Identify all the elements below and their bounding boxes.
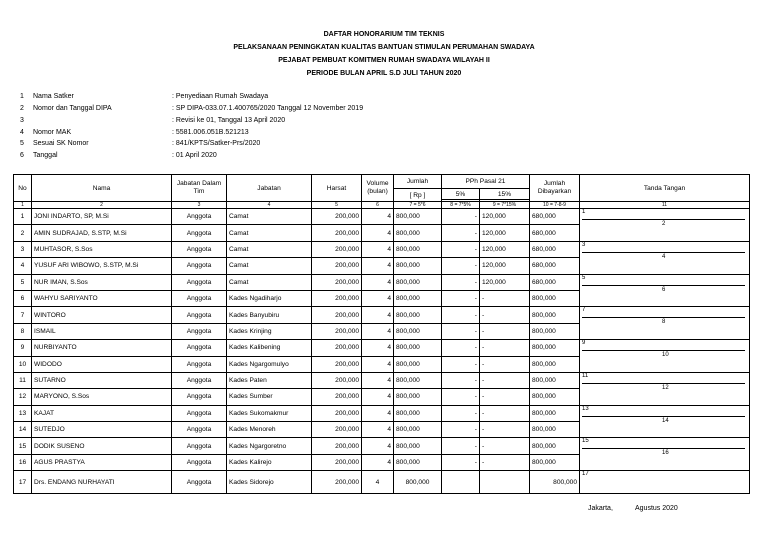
cell-no: 11 [14, 372, 32, 388]
cell-p5: - [442, 209, 480, 225]
cell-nama: DODIK SUSENO [32, 438, 172, 454]
cell-jabatan: Kades Banyubiru [227, 307, 312, 323]
signature-number: 7 [582, 307, 586, 314]
cell-tim: Anggota [172, 356, 227, 372]
cell-tim: Anggota [172, 340, 227, 356]
header-nama: Nama [32, 175, 172, 202]
cell-jabatan: Kades Menoreh [227, 422, 312, 438]
header-pph: PPh Pasal 21 [442, 175, 530, 189]
cell-harsat: 200,000 [312, 405, 362, 421]
signature-line [582, 448, 745, 449]
cell-p15: - [480, 454, 530, 470]
cell-jumlah: 800,000 [394, 471, 442, 494]
cell-vol: 4 [362, 438, 394, 454]
meta-label: Nama Satker [33, 93, 74, 100]
cell-jumlah: 800,000 [394, 307, 442, 323]
cell-p5: - [442, 454, 480, 470]
cell-no: 8 [14, 323, 32, 339]
honorarium-table [13, 174, 750, 494]
cell-jabatan: Kades Krinjing [227, 323, 312, 339]
cell-vol: 4 [362, 323, 394, 339]
table-row [14, 405, 750, 421]
cell-nama: AMIN SUDRAJAD, S.STP, M.Si [32, 225, 172, 241]
cell-jumlah: 800,000 [394, 356, 442, 372]
cell-jumlah: 800,000 [394, 225, 442, 241]
cell-p5: - [442, 438, 480, 454]
cell-nama: WINTORO [32, 307, 172, 323]
cell-nama: JONI INDARTO, SP, M.Si [32, 209, 172, 225]
cell-p15: - [480, 340, 530, 356]
cell-no: 7 [14, 307, 32, 323]
cell-nama: NUR IMAN, S.Sos [32, 274, 172, 290]
signature-cell[interactable] [580, 209, 750, 242]
cell-bayar: 680,000 [530, 241, 580, 257]
cell-harsat: 200,000 [312, 290, 362, 306]
cell-p5: - [442, 422, 480, 438]
signature-line [582, 350, 745, 351]
cell-jabatan: Kades Kalirejo [227, 454, 312, 470]
cell-tim: Anggota [172, 372, 227, 388]
signature-line [582, 252, 745, 253]
header-tanda-tangan: Tanda Tangan [580, 175, 750, 202]
footer-place: Jakarta, [588, 505, 613, 512]
column-number: 10 = 7-8-9 [530, 202, 580, 209]
cell-vol: 4 [362, 274, 394, 290]
cell-harsat: 200,000 [312, 323, 362, 339]
cell-no: 10 [14, 356, 32, 372]
cell-jumlah: 800,000 [394, 290, 442, 306]
signature-line [582, 317, 745, 318]
cell-nama: YUSUF ARI WIBOWO, S.STP, M.Si [32, 258, 172, 274]
meta-value: : SP DIPA-033.07.1.400765/2020 Tanggal 12 November 2019 [172, 105, 364, 112]
table-row [14, 438, 750, 454]
cell-nama: NURBIYANTO [32, 340, 172, 356]
signature-cell[interactable] [580, 274, 750, 307]
cell-tim: Anggota [172, 241, 227, 257]
signature-number: 9 [582, 340, 586, 347]
cell-no: 14 [14, 422, 32, 438]
table-row [14, 372, 750, 388]
cell-nama: Drs. ENDANG NURHAYATI [32, 471, 172, 494]
cell-vol: 4 [362, 258, 394, 274]
table-row [14, 307, 750, 323]
signature-number: 11 [582, 372, 589, 379]
cell-bayar: 800,000 [530, 356, 580, 372]
cell-bayar: 800,000 [530, 307, 580, 323]
cell-nama: MARYONO, S.Sos [32, 389, 172, 405]
header-jumlah: Jumlah [394, 175, 442, 189]
cell-p15: - [480, 307, 530, 323]
cell-no: 5 [14, 274, 32, 290]
cell-bayar: 800,000 [530, 340, 580, 356]
table-row [14, 209, 750, 225]
column-number: 6 [362, 202, 394, 209]
cell-jumlah: 800,000 [394, 405, 442, 421]
signature-line [582, 285, 745, 286]
doc-subtitle-2: PEJABAT PEMBUAT KOMITMEN RUMAH SWADAYA WILAYAH II [278, 57, 490, 64]
cell-p15: 120,000 [480, 274, 530, 290]
meta-no: 3 [20, 117, 24, 124]
cell-vol: 4 [362, 356, 394, 372]
cell-bayar: 800,000 [530, 471, 580, 494]
cell-nama: MUHTASOR, S.Sos [32, 241, 172, 257]
cell-no: 12 [14, 389, 32, 405]
meta-value: : Revisi ke 01, Tanggal 13 April 2020 [172, 117, 286, 124]
signature-cell[interactable] [580, 340, 750, 373]
cell-p5: - [442, 340, 480, 356]
cell-tim: Anggota [172, 225, 227, 241]
meta-no: 6 [20, 152, 24, 159]
signature-number: 6 [662, 286, 666, 293]
signature-number: 5 [582, 274, 586, 281]
column-number-row [14, 202, 750, 209]
cell-nama: WAHYU SARIYANTO [32, 290, 172, 306]
cell-p5: - [442, 389, 480, 405]
signature-number: 16 [662, 450, 669, 457]
column-number: 5 [312, 202, 362, 209]
signature-number: 15 [582, 438, 589, 445]
cell-tim: Anggota [172, 438, 227, 454]
cell-tim: Anggota [172, 422, 227, 438]
signature-number: 1 [582, 209, 586, 215]
meta-no: 2 [20, 105, 24, 112]
column-number: 4 [227, 202, 312, 209]
cell-bayar: 800,000 [530, 422, 580, 438]
cell-jumlah: 800,000 [394, 258, 442, 274]
column-number: 11 [580, 202, 750, 209]
cell-bayar: 680,000 [530, 258, 580, 274]
cell-no: 6 [14, 290, 32, 306]
meta-value: : 5581.006.051B.521213 [172, 129, 249, 136]
cell-bayar: 800,000 [530, 389, 580, 405]
cell-jabatan: Camat [227, 209, 312, 225]
cell-harsat: 200,000 [312, 471, 362, 494]
cell-harsat: 200,000 [312, 209, 362, 225]
cell-bayar: 800,000 [530, 290, 580, 306]
doc-subtitle-3: PERIODE BULAN APRIL S.D JULI TAHUN 2020 [306, 70, 462, 77]
cell-tim: Anggota [172, 323, 227, 339]
cell-jumlah: 800,000 [394, 454, 442, 470]
cell-jabatan: Kades Kalibening [227, 340, 312, 356]
header-jabatan: Jabatan [227, 175, 312, 202]
cell-harsat: 200,000 [312, 241, 362, 257]
meta-no: 4 [20, 129, 24, 136]
cell-p5: - [442, 307, 480, 323]
table-row [14, 340, 750, 356]
doc-subtitle-1: PELAKSANAAN PENINGKATAN KUALITAS BANTUAN STIMULAN PERUMAHAN SWADAYA [233, 44, 535, 51]
meta-label: Sesuai SK Nomor [33, 140, 89, 147]
cell-jabatan: Kades Sumber [227, 389, 312, 405]
cell-p15: - [480, 389, 530, 405]
cell-p15: 120,000 [480, 258, 530, 274]
cell-p5: - [442, 258, 480, 274]
cell-harsat: 200,000 [312, 438, 362, 454]
signature-number: 13 [582, 405, 589, 412]
cell-jumlah: 800,000 [394, 323, 442, 339]
cell-no: 17 [14, 471, 32, 494]
header-pph-5: 5% [442, 189, 480, 200]
cell-harsat: 200,000 [312, 307, 362, 323]
signature-number: 3 [582, 241, 586, 248]
cell-jumlah: 800,000 [394, 372, 442, 388]
signature-cell[interactable] [580, 241, 750, 274]
cell-bayar: 800,000 [530, 372, 580, 388]
cell-jabatan: Camat [227, 241, 312, 257]
signature-number: 14 [662, 417, 669, 424]
column-number: 3 [172, 202, 227, 209]
cell-vol: 4 [362, 225, 394, 241]
cell-p15: - [480, 422, 530, 438]
signature-cell[interactable] [580, 471, 750, 494]
cell-p5: - [442, 356, 480, 372]
cell-p15 [480, 471, 530, 494]
cell-no: 15 [14, 438, 32, 454]
cell-vol: 4 [362, 340, 394, 356]
cell-jumlah: 800,000 [394, 438, 442, 454]
header-no: No [14, 175, 32, 202]
signature-number: 2 [662, 221, 666, 227]
cell-vol: 4 [362, 471, 394, 494]
signature-number: 4 [662, 253, 666, 260]
cell-vol: 4 [362, 389, 394, 405]
cell-tim: Anggota [172, 274, 227, 290]
cell-harsat: 200,000 [312, 258, 362, 274]
column-number: 8 = 7*5% [442, 202, 480, 209]
cell-jabatan: Camat [227, 274, 312, 290]
meta-value: : Penyediaan Rumah Swadaya [172, 93, 269, 100]
cell-nama: WIDODO [32, 356, 172, 372]
cell-p5: - [442, 274, 480, 290]
meta-label: Nomor dan Tanggal DIPA [33, 105, 112, 112]
cell-tim: Anggota [172, 405, 227, 421]
meta-no: 1 [20, 93, 24, 100]
cell-jabatan: Kades Sukomakmur [227, 405, 312, 421]
cell-no: 16 [14, 454, 32, 470]
header-harsat: Harsat [312, 175, 362, 202]
signature-number: 10 [662, 352, 669, 359]
cell-bayar: 680,000 [530, 225, 580, 241]
cell-harsat: 200,000 [312, 356, 362, 372]
cell-p15: 120,000 [480, 209, 530, 225]
cell-tim: Anggota [172, 454, 227, 470]
cell-no: 3 [14, 241, 32, 257]
cell-p15: - [480, 405, 530, 421]
cell-p15: - [480, 356, 530, 372]
cell-bayar: 800,000 [530, 454, 580, 470]
signature-number: 17 [582, 471, 589, 478]
cell-no: 2 [14, 225, 32, 241]
signature-line [582, 219, 745, 220]
signature-line [582, 383, 745, 384]
cell-harsat: 200,000 [312, 274, 362, 290]
cell-vol: 4 [362, 372, 394, 388]
cell-tim: Anggota [172, 389, 227, 405]
cell-tim: Anggota [172, 307, 227, 323]
footer-date: Agustus 2020 [635, 505, 678, 512]
cell-p5: - [442, 405, 480, 421]
cell-bayar: 680,000 [530, 274, 580, 290]
cell-jumlah: 800,000 [394, 422, 442, 438]
meta-no: 5 [20, 140, 24, 147]
cell-nama: SUTARNO [32, 372, 172, 388]
cell-vol: 4 [362, 290, 394, 306]
table-row [14, 471, 750, 494]
header-rp: [ Rp ] [394, 189, 442, 202]
meta-value: : 841/KPTS/Satker-Prs/2020 [172, 140, 261, 147]
column-number: 1 [14, 202, 32, 209]
cell-p5 [442, 471, 480, 494]
meta-label: Nomor MAK [33, 129, 72, 136]
cell-no: 1 [14, 209, 32, 225]
cell-bayar: 800,000 [530, 323, 580, 339]
cell-vol: 4 [362, 422, 394, 438]
cell-p15: 120,000 [480, 225, 530, 241]
doc-title: DAFTAR HONORARIUM TIM TEKNIS [323, 31, 445, 38]
cell-harsat: 200,000 [312, 422, 362, 438]
cell-harsat: 200,000 [312, 454, 362, 470]
cell-jabatan: Kades Ngargoretno [227, 438, 312, 454]
cell-tim: Anggota [172, 209, 227, 225]
cell-vol: 4 [362, 307, 394, 323]
cell-bayar: 800,000 [530, 405, 580, 421]
header-dibayarkan: Jumlah Dibayarkan [530, 175, 580, 202]
signature-cell[interactable] [580, 372, 750, 405]
cell-tim: Anggota [172, 471, 227, 494]
header-volume: Volume (bulan) [362, 175, 394, 202]
cell-jumlah: 800,000 [394, 209, 442, 225]
signature-cell[interactable] [580, 307, 750, 340]
signature-cell[interactable] [580, 438, 750, 471]
column-number: 2 [32, 202, 172, 209]
cell-vol: 4 [362, 241, 394, 257]
cell-vol: 4 [362, 405, 394, 421]
cell-jumlah: 800,000 [394, 389, 442, 405]
cell-p15: 120,000 [480, 241, 530, 257]
cell-harsat: 200,000 [312, 372, 362, 388]
cell-bayar: 680,000 [530, 209, 580, 225]
cell-harsat: 200,000 [312, 389, 362, 405]
signature-line [582, 416, 745, 417]
cell-jabatan: Camat [227, 225, 312, 241]
cell-bayar: 800,000 [530, 438, 580, 454]
cell-jumlah: 800,000 [394, 340, 442, 356]
signature-number: 8 [662, 319, 666, 326]
cell-p15: - [480, 323, 530, 339]
meta-label: Tanggal [33, 152, 58, 159]
cell-p15: - [480, 438, 530, 454]
cell-jabatan: Kades Ngargomulyo [227, 356, 312, 372]
header-pph-15: 15% [480, 189, 530, 200]
cell-vol: 4 [362, 209, 394, 225]
cell-jabatan: Kades Ngadiharjo [227, 290, 312, 306]
cell-p5: - [442, 323, 480, 339]
cell-jabatan: Kades Paten [227, 372, 312, 388]
cell-no: 4 [14, 258, 32, 274]
cell-tim: Anggota [172, 290, 227, 306]
table-row [14, 241, 750, 257]
cell-jabatan: Camat [227, 258, 312, 274]
signature-cell[interactable] [580, 405, 750, 438]
cell-harsat: 200,000 [312, 225, 362, 241]
cell-nama: SUTEDJO [32, 422, 172, 438]
cell-p5: - [442, 225, 480, 241]
cell-harsat: 200,000 [312, 340, 362, 356]
cell-nama: ISMAIL [32, 323, 172, 339]
cell-p15: - [480, 290, 530, 306]
cell-p15: - [480, 372, 530, 388]
table-row [14, 274, 750, 290]
meta-value: : 01 April 2020 [172, 152, 217, 159]
header-jabatan-tim: Jabatan Dalam Tim [172, 175, 227, 202]
cell-vol: 4 [362, 454, 394, 470]
column-number: 7 = 5*6 [394, 202, 442, 209]
cell-nama: AGUS PRASTYA [32, 454, 172, 470]
cell-jabatan: Kades Sidorejo [227, 471, 312, 494]
cell-no: 13 [14, 405, 32, 421]
cell-jumlah: 800,000 [394, 274, 442, 290]
cell-p5: - [442, 290, 480, 306]
cell-no: 9 [14, 340, 32, 356]
cell-p5: - [442, 372, 480, 388]
cell-nama: KAJAT [32, 405, 172, 421]
column-number: 9 = 7*15% [480, 202, 530, 209]
cell-tim: Anggota [172, 258, 227, 274]
cell-jumlah: 800,000 [394, 241, 442, 257]
signature-number: 12 [662, 384, 669, 391]
cell-p5: - [442, 241, 480, 257]
